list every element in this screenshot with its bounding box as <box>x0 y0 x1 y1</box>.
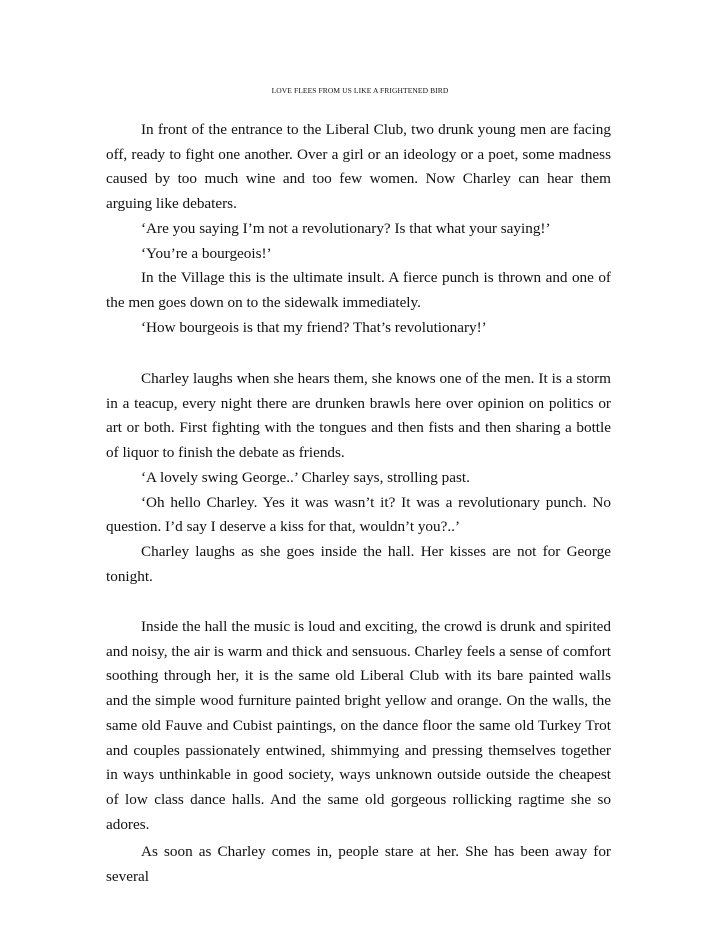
paragraph: In front of the entrance to the Liberal Club, two drunk young men are facing off, ready to fight one another. Over a girl or an ideology or a poet, some madness caused by too much wine and too few women. Now Charley can hear them arguing like debaters. <box>106 121 611 213</box>
dialogue-line: ‘A lovely swing George..’ Charley says, strolling past. <box>141 468 470 486</box>
dialogue-line: ‘Oh hello Charley. Yes it was wasn’t it? It was a revolutionary punch. No question. I’d say I deserve a kiss for that, wouldn’t you?..’ <box>106 493 611 536</box>
paragraph: In the Village this is the ultimate insult. A fierce punch is thrown and one of the men goes down on to the sidewalk immediately. <box>106 269 611 311</box>
dialogue-line: ‘Are you saying I’m not a revolutionary? Is that what your saying!’ <box>141 219 551 237</box>
paragraph: As soon as Charley comes in, people stare at her. She has been away for several <box>106 843 611 885</box>
dialogue-line: ‘You’re a bourgeois!’ <box>141 244 272 262</box>
paragraph: Charley laughs as she goes inside the hall. Her kisses are not for George tonight. <box>106 542 611 585</box>
paragraph: Inside the hall the music is loud and exciting, the crowd is drunk and spirited and noisy, the air is warm and thick and sensuous. Charley feels a sense of comfort soothing through her, it is the same old Liberal Club with its bare painted walls and the simple wood furniture painted bright yellow and orange. On the walls, the same old Fauve and Cubist paintings, on the dance floor the same old Turkey Trot and couples passionately entwined, shimmying and pressing themselves together in ways unthinkable in good society, ways unknown outside outside the cheapest of low class dance halls. And the same old gorgeous rollicking ragtime she so adores. <box>106 618 611 833</box>
section-charley-laughs <box>106 367 611 589</box>
section-inside-hall <box>106 615 611 837</box>
running-header: LOVE FLEES FROM US LIKE A FRIGHTENED BIRD <box>271 86 449 95</box>
paragraph: Charley laughs when she hears them, she knows one of the men. It is a storm in a teacup, every night there are drunken brawls here over opinion on politics or art or both. First fighting with the tongues and then fists and then sharing a bottle of liquor to finish the debate as friends. <box>106 370 611 462</box>
section-entrance-fight <box>106 118 611 340</box>
section-people-stare <box>106 840 611 889</box>
dialogue-line: ‘How bourgeois is that my friend? That’s revolutionary!’ <box>141 318 487 336</box>
